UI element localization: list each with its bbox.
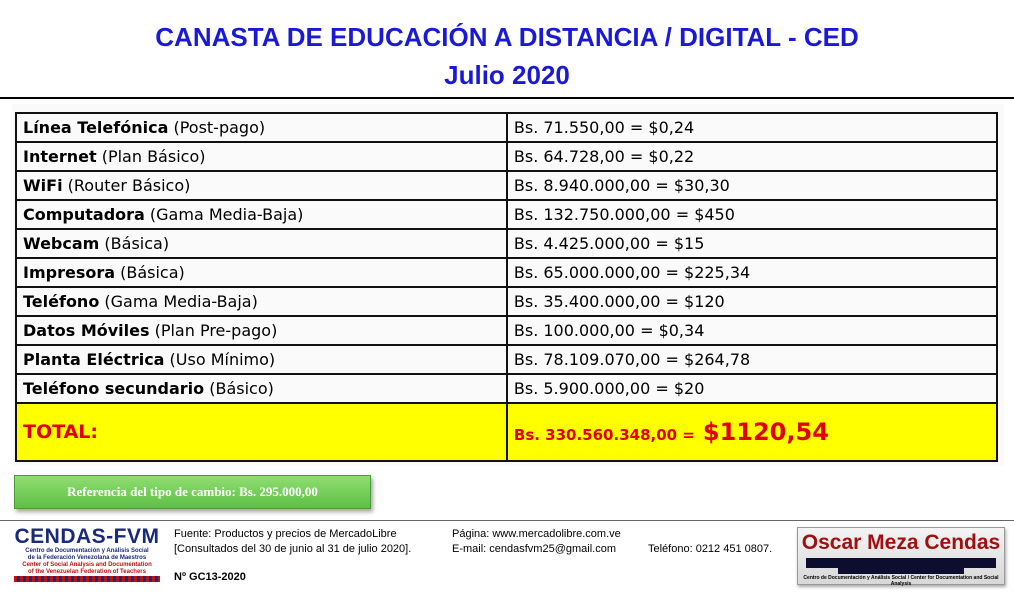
source-text: Fuente: Productos y precios de MercadoLibre	[174, 528, 397, 540]
item-detail: (Gama Media-Baja)	[99, 292, 258, 311]
phone-text: Teléfono: 0212 451 0807.	[648, 543, 773, 555]
table-row	[16, 229, 997, 258]
logo-line: Centro de Documentación y Análisis Social	[25, 548, 149, 554]
page-title: CANASTA DE EDUCACIÓN A DISTANCIA / DIGITAL - CED	[155, 22, 859, 52]
item-price: Bs. 4.425.000,00 = $15	[513, 234, 705, 253]
table-row	[16, 374, 997, 403]
footer-divider	[0, 520, 1014, 521]
price-cell	[507, 345, 997, 374]
item-price: Bs. 5.900.000,00 = $20	[513, 379, 705, 398]
price-cell	[507, 171, 997, 200]
email-link[interactable]: E-mail: cendasfvm25@gmail.com	[452, 543, 616, 555]
document-number: Nº GC13-2020	[174, 571, 246, 583]
page-subtitle: Julio 2020	[444, 60, 570, 90]
item-cell	[16, 142, 507, 171]
price-cell	[507, 229, 997, 258]
cendas-logo	[8, 526, 166, 584]
table-row	[16, 316, 997, 345]
item-price: Bs. 8.940.000,00 = $30,30	[513, 176, 730, 195]
badge-bar	[806, 558, 996, 568]
item-name: Impresora	[23, 263, 116, 282]
logo-name: CENDAS-FVM	[14, 525, 160, 548]
item-price: Bs. 78.109.070,00 = $264,78	[513, 350, 751, 369]
table-row	[16, 142, 997, 171]
total-label: TOTAL:	[23, 421, 99, 443]
logo-stars-strip	[14, 576, 160, 582]
table-row	[16, 200, 997, 229]
item-detail: (Plan Pre-pago)	[149, 321, 278, 340]
item-cell	[16, 374, 507, 403]
item-price: Bs. 132.750.000,00 = $450	[513, 205, 735, 224]
total-label-cell	[16, 403, 507, 461]
page-link[interactable]: Página: www.mercadolibre.com.ve	[452, 528, 621, 540]
item-name: Datos Móviles	[23, 321, 150, 340]
item-name: Planta Eléctrica	[23, 350, 165, 369]
total-row	[16, 403, 997, 461]
item-cell	[16, 316, 507, 345]
item-price: Bs. 71.550,00 = $0,24	[513, 118, 695, 137]
price-cell	[507, 113, 997, 142]
item-detail: (Básico)	[204, 379, 274, 398]
item-name: Computadora	[23, 205, 145, 224]
consulted-text: [Consultados del 30 de junio al 31 de julio 2020].	[174, 543, 412, 555]
total-usd: $1120,54	[702, 418, 829, 446]
item-price: Bs. 65.000.000,00 = $225,34	[513, 263, 751, 282]
item-name: Internet	[23, 147, 97, 166]
item-detail: (Básica)	[99, 234, 170, 253]
header-divider	[0, 97, 1014, 99]
item-detail: (Uso Mínimo)	[164, 350, 276, 369]
exchange-rate-button[interactable]: Referencia del tipo de cambio: Bs. 295.000,00	[14, 475, 371, 509]
logo-line: de la Federación Venezolana de Maestros	[27, 555, 147, 561]
price-cell	[507, 374, 997, 403]
price-cell	[507, 200, 997, 229]
price-cell	[507, 142, 997, 171]
price-cell	[507, 258, 997, 287]
item-name: Teléfono	[23, 292, 100, 311]
item-price: Bs. 64.728,00 = $0,22	[513, 147, 695, 166]
item-name: Teléfono secundario	[23, 379, 205, 398]
badge-subtitle: Centro de Documentación y Análisis Social / Center for Documentation and Social Analysis	[803, 575, 999, 587]
item-cell	[16, 200, 507, 229]
item-cell	[16, 287, 507, 316]
item-detail: (Router Básico)	[62, 176, 191, 195]
basket-table	[15, 112, 998, 462]
item-cell	[16, 258, 507, 287]
table-row	[16, 171, 997, 200]
oscar-meza-badge	[797, 527, 1005, 585]
item-price: Bs. 35.400.000,00 = $120	[513, 292, 725, 311]
total-value-cell	[507, 403, 997, 461]
item-detail: (Básica)	[115, 263, 185, 282]
badge-bar	[838, 568, 964, 574]
item-detail: (Post-pago)	[168, 118, 266, 137]
item-detail: (Plan Básico)	[96, 147, 206, 166]
item-cell	[16, 171, 507, 200]
table-row	[16, 258, 997, 287]
item-name: WiFi	[23, 176, 63, 195]
item-name: Webcam	[23, 234, 100, 253]
item-cell	[16, 345, 507, 374]
item-cell	[16, 113, 507, 142]
logo-line: of the Venezuelan Federation of Teachers	[28, 569, 146, 575]
basket-body	[16, 113, 997, 403]
item-detail: (Gama Media-Baja)	[144, 205, 304, 224]
total-bs: Bs. 330.560.348,00 =	[513, 426, 695, 444]
item-price: Bs. 100.000,00 = $0,34	[513, 321, 705, 340]
logo-line: Center of Social Analysis and Documentation	[22, 562, 152, 568]
price-cell	[507, 316, 997, 345]
table-row	[16, 113, 997, 142]
item-cell	[16, 229, 507, 258]
badge-name: Oscar Meza Cendas	[801, 531, 1001, 554]
item-name: Línea Telefónica	[23, 118, 169, 137]
table-row	[16, 345, 997, 374]
price-cell	[507, 287, 997, 316]
table-row	[16, 287, 997, 316]
